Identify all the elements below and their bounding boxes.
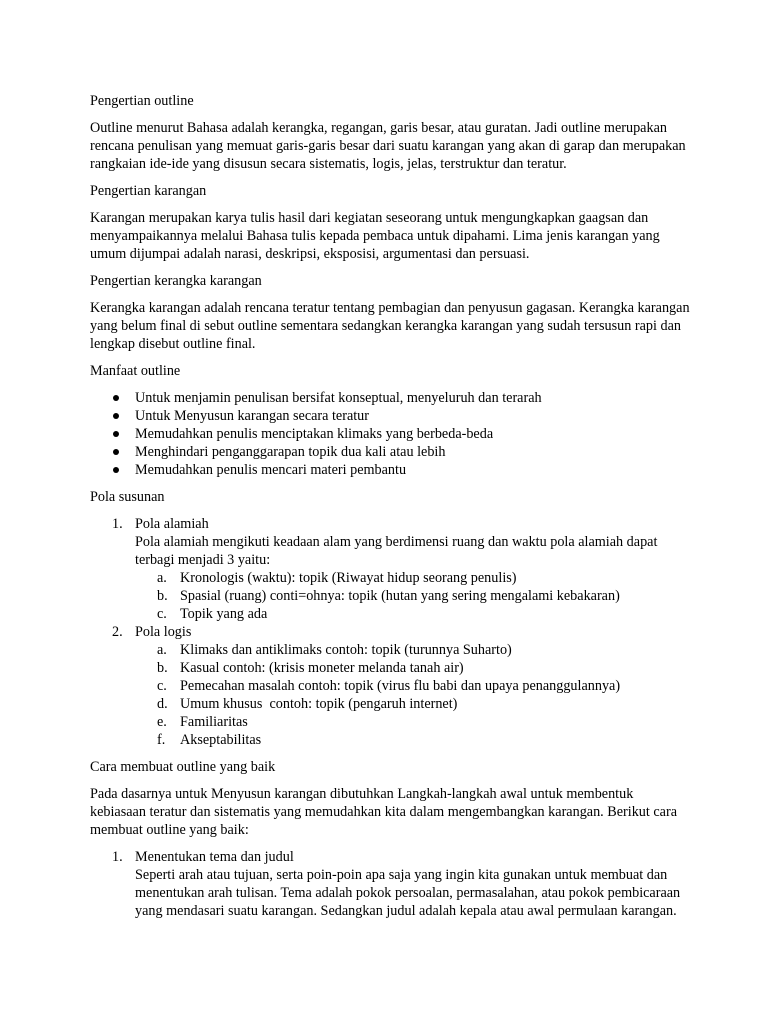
sub-list-text: Spasial (ruang) conti=ohnya: topik (hutan yang sering mengalami kebakaran) (180, 588, 620, 604)
bullet-item (90, 425, 690, 443)
pola-alamiah-item (90, 515, 690, 623)
heading-cara-membuat-outline: Cara membuat outline yang baik (90, 759, 276, 775)
pola-alamiah-sublist (135, 569, 690, 623)
bullet-text: Untuk menjamin penulisan bersifat konseptual, menyeluruh dan terarah (135, 390, 542, 406)
sub-list-text: Familiaritas (180, 714, 248, 730)
paragraph-pengertian-karangan: Karangan merupakan karya tulis hasil dari kegiatan seseorang untuk mengungkapkan gaagsan dan menyampaikannya melalui Bahasa tulis kepada pembaca untuk dipahami. Lima jenis karangan yang umum dijumpai adalah narasi, deskripsi, eksposisi, argumentasi dan persuasi. (90, 210, 660, 262)
sub-list-item (135, 605, 690, 623)
list-marker: d. (157, 696, 168, 712)
list-marker: b. (157, 588, 168, 604)
list-item-description: Seperti arah atau tujuan, serta poin-poin apa saja yang ingin kita gunakan untuk membuat dan menentukan arah tulisan. Tema adalah pokok persoalan, permasalahan, atau pokok pembicaraan yang mendasari suatu karangan. Sedangkan judul adalah kepala atau awal permulaan karangan. (135, 867, 681, 919)
manfaat-bullet-list (90, 389, 690, 479)
list-item-title: Pola logis (135, 624, 192, 640)
bullet-icon (113, 449, 119, 455)
sub-list-item (135, 695, 690, 713)
pola-susunan-list (90, 515, 690, 749)
bullet-icon (113, 431, 119, 437)
list-marker: 1. (112, 849, 123, 865)
bullet-item (90, 461, 690, 479)
pola-logis-sublist (135, 641, 690, 749)
bullet-item (90, 443, 690, 461)
list-item (90, 848, 690, 920)
pola-logis-item (90, 623, 690, 749)
list-marker: 2. (112, 624, 123, 640)
list-marker: e. (157, 714, 167, 730)
heading-pengertian-karangan: Pengertian karangan (90, 183, 207, 199)
bullet-icon (113, 395, 119, 401)
sub-list-item (135, 731, 690, 749)
sub-list-text: Kronologis (waktu): topik (Riwayat hidup seorang penulis) (180, 570, 517, 586)
heading-pola-susunan: Pola susunan (90, 489, 165, 505)
bullet-item (90, 407, 690, 425)
list-marker: a. (157, 570, 167, 586)
sub-list-item (135, 659, 690, 677)
sub-list-text: Umum khusus contoh: topik (pengaruh internet) (180, 696, 458, 712)
list-marker: c. (157, 606, 167, 622)
bullet-text: Menghindari penganggarapan topik dua kali atau lebih (135, 444, 446, 460)
heading-kerangka-karangan: Pengertian kerangka karangan (90, 273, 262, 289)
sub-list-item (135, 569, 690, 587)
heading-manfaat-outline: Manfaat outline (90, 363, 181, 379)
sub-list-item (135, 641, 690, 659)
list-marker: c. (157, 678, 167, 694)
bullet-icon (113, 467, 119, 473)
sub-list-item (135, 587, 690, 605)
bullet-item (90, 389, 690, 407)
sub-list-item (135, 713, 690, 731)
list-item-title: Pola alamiah (135, 516, 209, 532)
list-marker: b. (157, 660, 168, 676)
sub-list-text: Klimaks dan antiklimaks contoh: topik (turunnya Suharto) (180, 642, 512, 658)
bullet-icon (113, 413, 119, 419)
list-item-description: Pola alamiah mengikuti keadaan alam yang berdimensi ruang dan waktu pola alamiah dapat terbagi menjadi 3 yaitu: (135, 534, 658, 568)
sub-list-item (135, 677, 690, 695)
sub-list-text: Topik yang ada (180, 606, 268, 622)
list-marker: f. (157, 732, 166, 748)
document-page (90, 92, 690, 929)
sub-list-text: Kasual contoh: (krisis moneter melanda tanah air) (180, 660, 464, 676)
list-marker: 1. (112, 516, 123, 532)
paragraph-kerangka-karangan: Kerangka karangan adalah rencana teratur tentang pembagian dan penyusun gagasan. Kerangka karangan yang belum final di sebut outline sementara sedangkan kerangka karangan yang sudah tersusun rapi dan lengkap disebut outline final. (90, 300, 690, 352)
paragraph-pengertian-outline: Outline menurut Bahasa adalah kerangka, regangan, garis besar, atau guratan. Jadi outline merupakan rencana penulisan yang memuat garis-garis besar dari suatu karangan yang akan di garap dan merupakan rangkaian ide-ide yang disusun secara sistematis, logis, jelas, terstruktur dan teratur. (90, 120, 686, 172)
heading-pengertian-outline: Pengertian outline (90, 93, 194, 109)
bullet-text: Memudahkan penulis mencari materi pembantu (135, 462, 407, 478)
paragraph-cara-membuat-outline: Pada dasarnya untuk Menyusun karangan dibutuhkan Langkah-langkah awal untuk membentuk kebiasaan teratur dan sistematis yang memudahkan kita dalam mengembangkan karangan. Berikut cara membuat outline yang baik: (90, 786, 677, 838)
sub-list-text: Pemecahan masalah contoh: topik (virus flu babi dan upaya penanggulannya) (180, 678, 621, 694)
list-marker: a. (157, 642, 167, 658)
sub-list-text: Akseptabilitas (180, 732, 262, 748)
list-item-title: Menentukan tema dan judul (135, 849, 294, 865)
bullet-text: Untuk Menyusun karangan secara teratur (135, 408, 370, 424)
cara-membuat-list (90, 848, 690, 920)
bullet-text: Memudahkan penulis menciptakan klimaks yang berbeda-beda (135, 426, 494, 442)
